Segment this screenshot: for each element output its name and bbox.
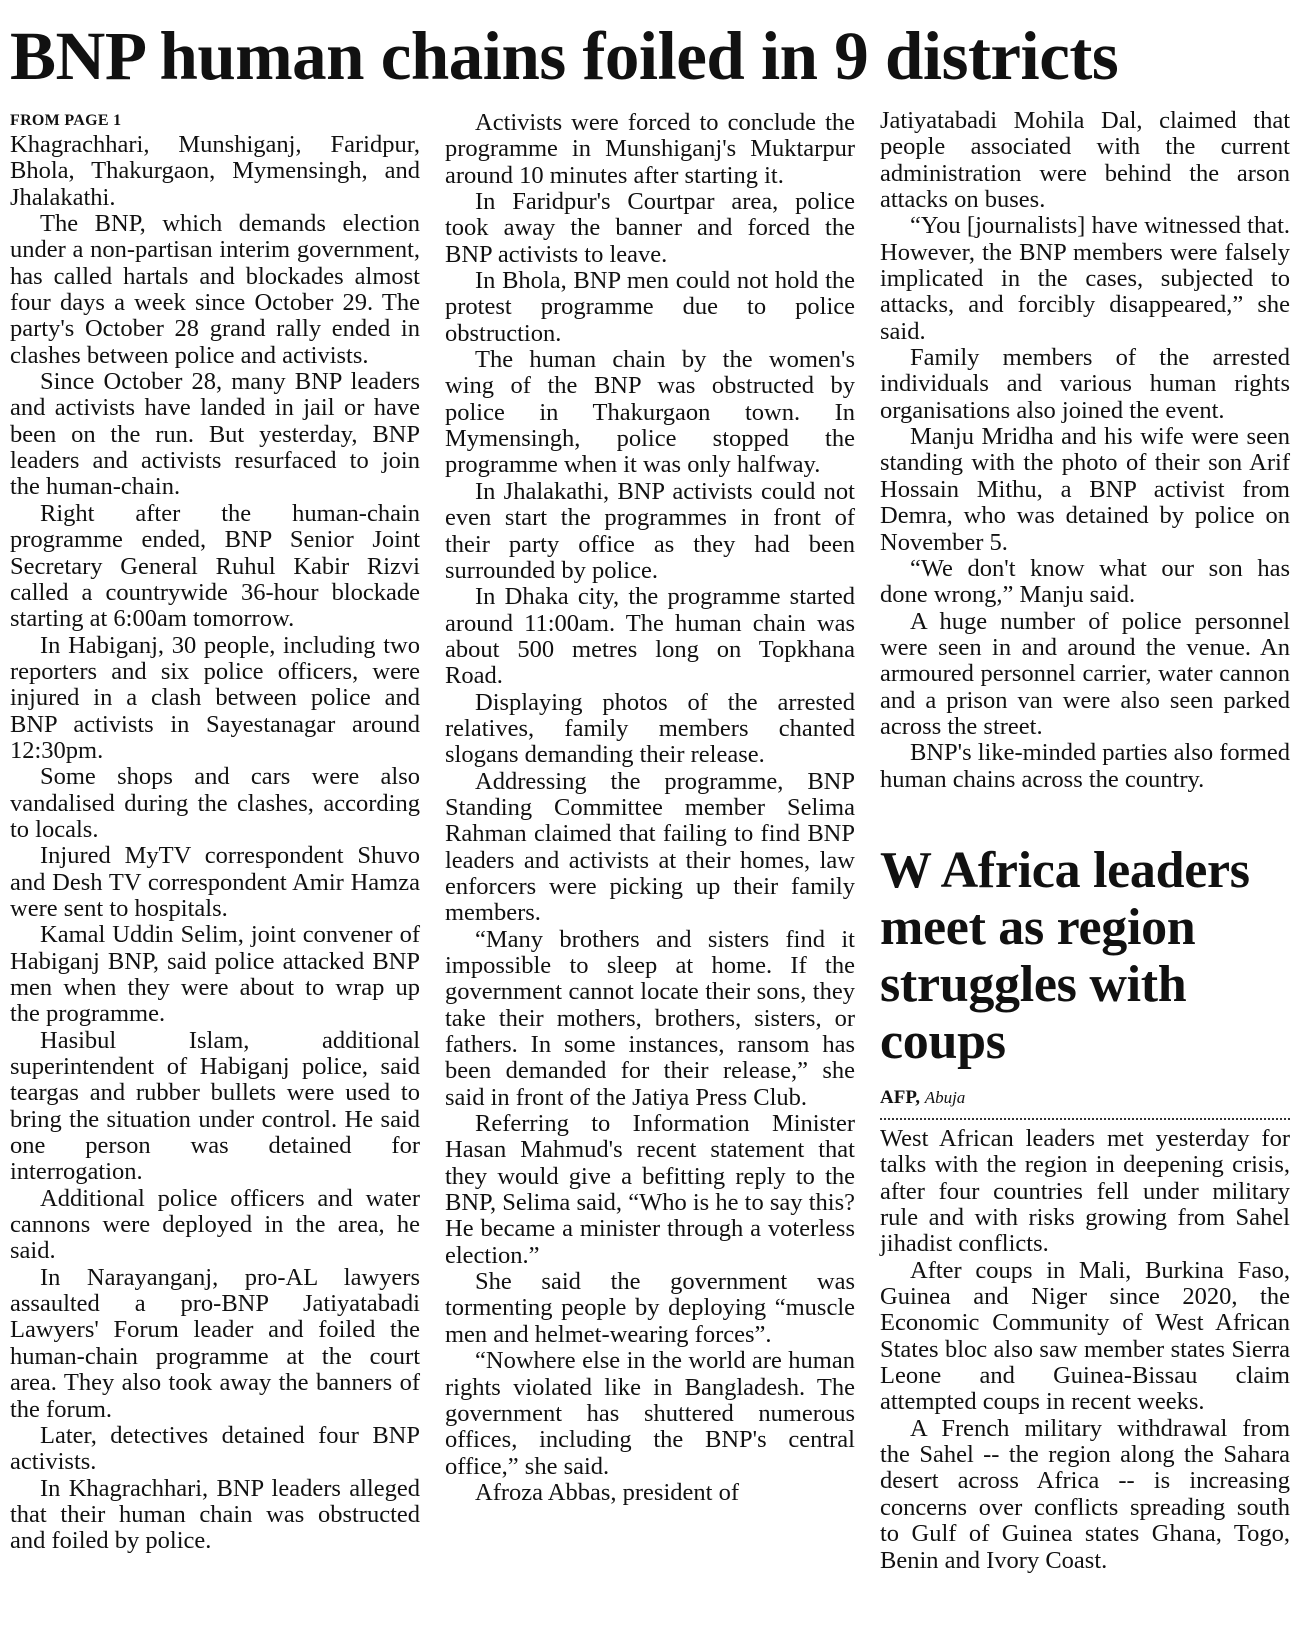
paragraph: Injured MyTV correspondent Shuvo and Desh TV correspondent Amir Hamza were sent to hospitals. [10,842,420,922]
paragraph: In Narayanganj, pro-AL lawyers assaulted a pro-BNP Jatiyatabadi Lawyers' Forum leader and foiled the human-chain programme at the court area. They also took away the banners of the forum. [10,1263,420,1423]
paragraph: Addressing the programme, BNP Standing Committee member Selima Rahman claimed that failing to find BNP leaders and activists at their homes, law enforcers were picking up their family members. [445,767,855,927]
paragraph: Additional police officers and water cannons were deployed in the area, he said. [10,1184,420,1265]
paragraph: Afroza Abbas, president of [475,1478,739,1506]
paragraph: Since October 28, many BNP leaders and activists have landed in jail or have been on the run. But yesterday, BNP leaders and activists resurfaced to join the human-chain. [10,368,420,501]
second-story-body [880,1126,1290,1574]
article-column-1 [10,110,420,1555]
paragraph: She said the government was tormenting people by deploying “muscle men and helmet-wearing forces”. [445,1268,855,1348]
paragraph: “We don't know what our son has done wrong,” Manju said. [880,554,1290,609]
paragraph: After coups in Mali, Burkina Faso, Guinea and Niger since 2020, the Economic Community of West African States bloc also saw member states Sierra Leone and Guinea-Bissau claim attempted coups in recent weeks. [880,1256,1290,1416]
paragraph: Manju Mridha and his wife were seen standing with the photo of their son Arif Hossain Mithu, a BNP activist from Demra, who was detained by police on November 5. [880,423,1290,556]
paragraph: In Jhalakathi, BNP activists could not even start the programmes in front of their party office as they had been surrounded by police. [445,477,855,584]
paragraph: Right after the human-chain programme ended, BNP Senior Joint Secretary General Ruhul Kabir Rizvi called a countrywide 36-hour blockade starting at 6:00am tomorrow. [10,499,420,633]
paragraph: In Dhaka city, the programme started around 11:00am. The human chain was about 500 metres long on Topkhana Road. [445,583,855,690]
article-column-2 [445,110,855,1506]
paragraph: A French military withdrawal from the Sahel -- the region along the Sahara desert across Africa -- is increasing concerns over conflicts spreading south to Gulf of Guinea states Ghana, Togo, Benin and Ivory Coast. [880,1414,1290,1574]
paragraph: Later, detectives detained four BNP activists. [10,1421,420,1476]
paragraph: In Habiganj, 30 people, including two reporters and six police officers, were injured in a clash between police and BNP activists in Sayestanagar around 12:30pm. [10,631,420,764]
main-headline: BNP human chains foiled in 9 districts [10,18,1119,94]
paragraph: West African leaders met yesterday for talks with the region in deepening crisis, after four countries fell under military rule and with risks growing from Sahel jihadist conflicts. [880,1125,1290,1258]
byline-agency: AFP, [880,1087,920,1108]
byline-location: Abuja [924,1088,966,1107]
paragraph: Referring to Information Minister Hasan Mahmud's recent statement that they would give a befitting reply to the BNP, Selima said, “Who is he to say this? He became a minister through a voterless election.” [445,1110,855,1269]
paragraph: The human chain by the women's wing of the BNP was obstructed by police in Thakurgaon town. In Mymensingh, police stopped the programme when it was only halfway. [445,346,855,479]
paragraph: “Nowhere else in the world are human rights violated like in Bangladesh. The government has shuttered numerous offices, including the BNP's central office,” she said. [445,1347,855,1480]
paragraph: Some shops and cars were also vandalised during the clashes, according to locals. [10,763,420,843]
paragraph: Kamal Uddin Selim, joint convener of Habiganj BNP, said police attacked BNP men when they were about to wrap up the programme. [10,921,420,1028]
paragraph: Khagrachhari, Munshiganj, Faridpur, Bhola, Thakurgaon, Mymensingh, and Jhalakathi. [10,131,420,211]
paragraph: Family members of the arrested individuals and various human rights organisations also joined the event. [880,344,1290,424]
paragraph: “You [journalists] have witnessed that. However, the BNP members were falsely implicated in the cases, subjected to attacks, and forcibly disappeared,” she said. [880,212,1290,345]
second-story [880,842,1290,1574]
paragraph: In Faridpur's Courtpar area, police took away the banner and forced the BNP activists to leave. [445,188,855,268]
byline [880,1086,1290,1110]
second-story-headline: W Africa leaders meet as region struggles with coups [880,842,1250,1070]
paragraph: Jatiyatabadi Mohila Dal, claimed that people associated with the current administration were behind the arson attacks on buses. [880,107,1290,214]
paragraph: “Many brothers and sisters find it impossible to sleep at home. If the government cannot locate their sons, they take their mothers, brothers, sisters, or fathers. In some instances, ransom has been demanded for their release,” she said in front of the Jatiya Press Club. [445,925,855,1111]
paragraph: A huge number of police personnel were seen in and around the venue. An armoured personnel carrier, water cannon and a prison van were also seen parked across the street. [880,607,1290,740]
paragraph: Activists were forced to conclude the programme in Munshiganj's Muktarpur around 10 minutes after starting it. [445,109,855,189]
paragraph: BNP's like-minded parties also formed human chains across the country. [880,739,1291,793]
paragraph: Displaying photos of the arrested relatives, family members chanted slogans demanding their release. [445,688,855,769]
paragraph: Hasibul Islam, additional superintendent of Habiganj police, said teargas and rubber bullets were used to bring the situation under control. He said one person was detained for interrogation. [10,1026,420,1186]
article-column-3 [880,108,1290,793]
paragraph: In Bhola, BNP men could not hold the protest programme due to police obstruction. [445,267,855,347]
from-page-label: FROM PAGE 1 [10,112,122,129]
paragraph: In Khagrachhari, BNP leaders alleged that their human chain was obstructed and foiled by police. [10,1474,420,1555]
paragraph: The BNP, which demands election under a non-partisan interim government, has called hartals and blockades almost four days a week since October 29. The party's October 28 grand rally ended in clashes between police and activists. [10,210,420,369]
dotted-divider [880,1118,1290,1120]
